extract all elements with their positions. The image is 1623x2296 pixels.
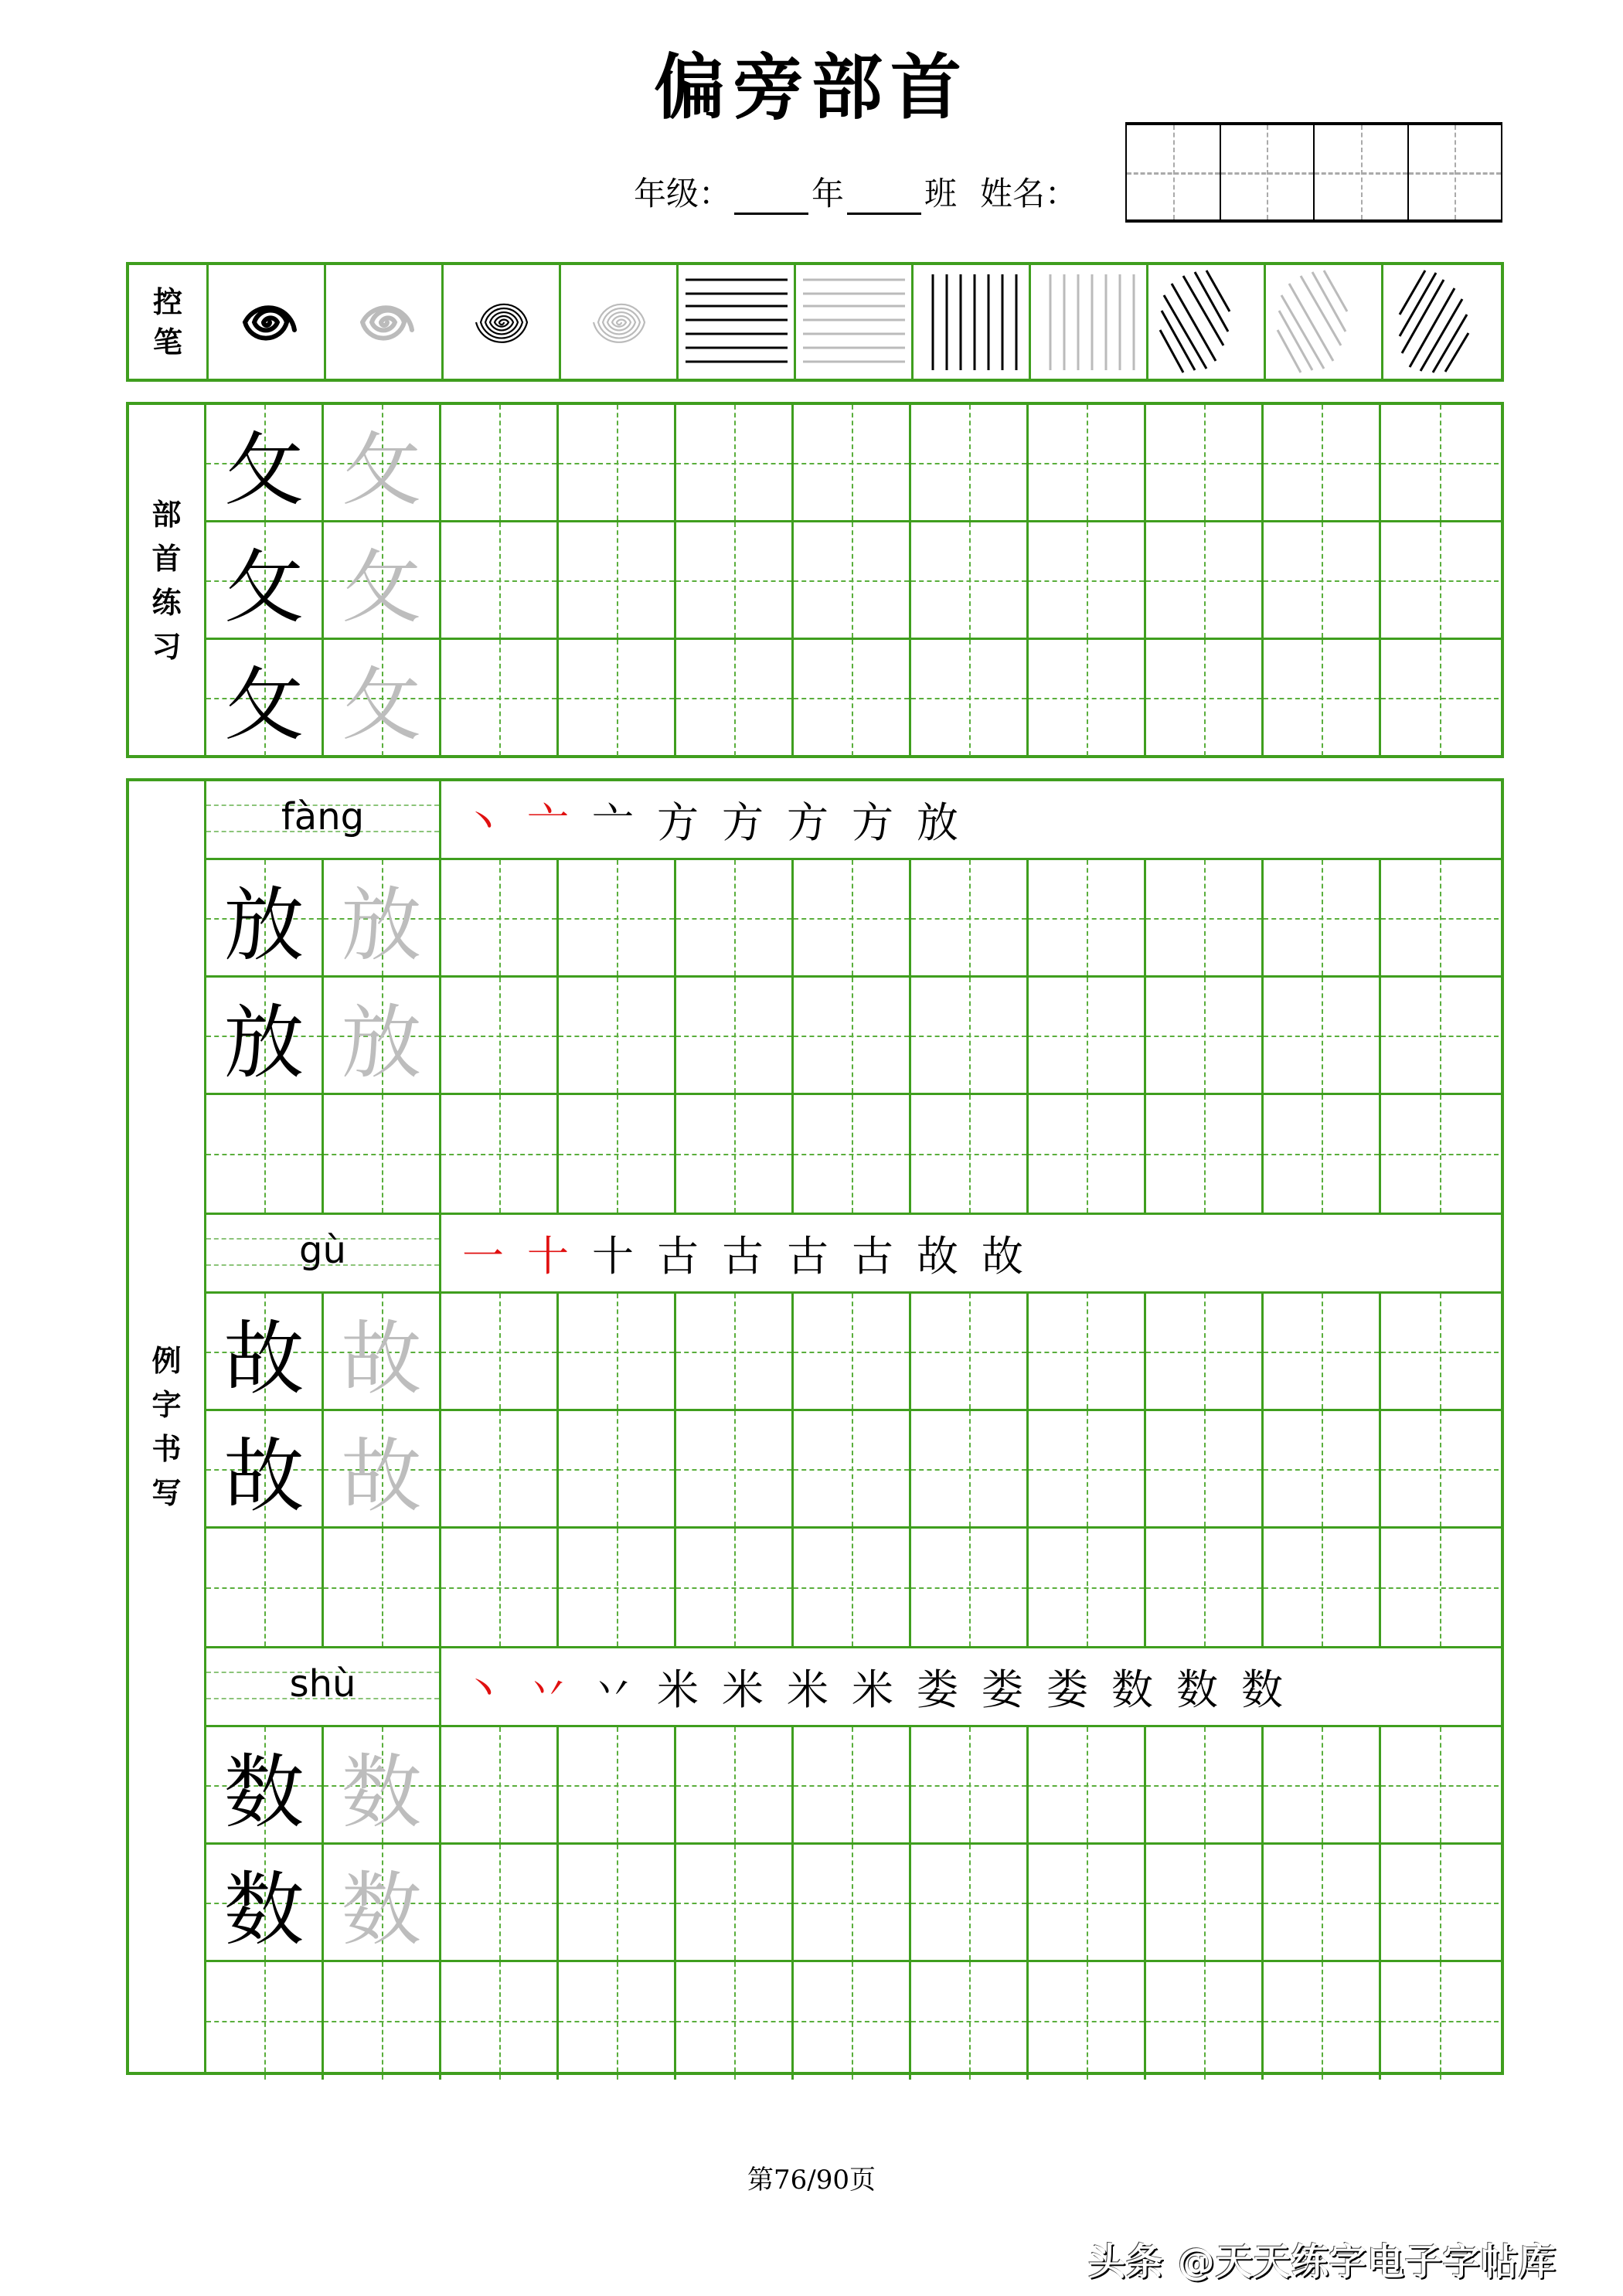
model-cell <box>206 1294 324 1409</box>
vertical-lines-black <box>914 265 1031 379</box>
practice-cell[interactable] <box>911 1411 1029 1526</box>
practice-cell[interactable] <box>1264 522 1381 638</box>
practice-cell[interactable] <box>324 1529 441 1646</box>
stroke-step: 古 <box>657 1232 699 1281</box>
practice-cell[interactable] <box>1146 1411 1264 1526</box>
stroke-order-strip <box>441 781 1501 858</box>
practice-cell[interactable] <box>559 1845 676 1960</box>
model-char: 攵 <box>223 539 305 634</box>
practice-cell[interactable] <box>911 640 1029 756</box>
practice-cell[interactable] <box>1264 1095 1381 1213</box>
practice-cell[interactable] <box>559 522 676 638</box>
stroke-step: 亠 <box>527 798 569 847</box>
stroke-step: 十 <box>592 1232 634 1281</box>
practice-cell[interactable] <box>1029 405 1146 520</box>
trace-cell[interactable] <box>324 1727 441 1842</box>
grade-class-line <box>634 168 1077 215</box>
page-number: 第76/90页 <box>747 2165 876 2196</box>
stroke-step: 米 <box>657 1665 699 1714</box>
grade-label: 年级： <box>634 175 732 213</box>
horizontal-lines-icon <box>682 272 791 372</box>
trace-char: 放 <box>341 877 422 972</box>
stroke-step: 娄 <box>982 1665 1023 1714</box>
practice-cell[interactable] <box>794 860 911 975</box>
practice-cell[interactable] <box>1146 1962 1264 2080</box>
practice-cell[interactable] <box>206 1095 324 1213</box>
control-pen-label <box>129 265 209 379</box>
model-cell <box>206 1727 324 1842</box>
practice-cell[interactable] <box>1029 1727 1146 1842</box>
stroke-step: 方 <box>722 798 764 847</box>
practice-row <box>206 860 1501 978</box>
practice-cell[interactable] <box>1029 1962 1146 2080</box>
practice-cell[interactable] <box>676 978 794 1093</box>
trace-char: 数 <box>341 1744 422 1839</box>
label-char: 书 <box>151 1431 182 1466</box>
practice-cell[interactable] <box>1381 405 1499 520</box>
practice-cell[interactable] <box>911 1095 1029 1213</box>
diagonal-lines-icon <box>1152 268 1261 376</box>
diagonal-down-lines-gray <box>1266 265 1383 379</box>
example-group <box>206 1215 1501 1648</box>
practice-cell[interactable] <box>559 1962 676 2080</box>
practice-cell[interactable] <box>559 1294 676 1409</box>
horizontal-lines-gray <box>796 265 914 379</box>
practice-cell[interactable] <box>1146 1845 1264 1960</box>
stroke-step: 故 <box>917 1232 958 1281</box>
practice-cell[interactable] <box>1381 1727 1499 1842</box>
stroke-step: 亠 <box>592 798 634 847</box>
model-char: 攵 <box>223 422 305 517</box>
practice-cell[interactable] <box>1146 405 1264 520</box>
name-label: 姓名： <box>980 175 1078 213</box>
practice-cell[interactable] <box>1264 1294 1381 1409</box>
practice-cell[interactable] <box>559 1727 676 1842</box>
practice-cell[interactable] <box>441 1962 559 2080</box>
label-char: 首 <box>151 540 182 576</box>
stroke-step: 方 <box>852 798 893 847</box>
practice-cell[interactable] <box>676 1962 794 2080</box>
example-writing-label <box>129 781 206 2072</box>
model-cell <box>206 1845 324 1960</box>
practice-cell[interactable] <box>1381 1529 1499 1646</box>
practice-cell[interactable] <box>1264 1529 1381 1646</box>
pinyin-text: fàng <box>281 794 365 838</box>
trace-cell[interactable] <box>324 522 441 638</box>
stroke-step: 古 <box>787 1232 829 1281</box>
trace-char: 故 <box>341 1428 422 1523</box>
name-box[interactable] <box>1125 122 1502 223</box>
practice-cell[interactable] <box>441 1095 559 1213</box>
model-cell <box>206 522 324 638</box>
practice-row <box>206 1294 1501 1411</box>
practice-row <box>206 1411 1501 1529</box>
practice-cell[interactable] <box>1029 978 1146 1093</box>
practice-cell[interactable] <box>1029 1529 1146 1646</box>
stroke-step: 丷 <box>592 1665 634 1714</box>
spiral-icon <box>565 268 673 376</box>
practice-cell[interactable] <box>1029 522 1146 638</box>
class-label: 班 <box>924 175 958 213</box>
practice-cell[interactable] <box>1264 1411 1381 1526</box>
practice-cell[interactable] <box>676 640 794 756</box>
stroke-step: 娄 <box>917 1665 958 1714</box>
radical-row <box>206 640 1501 756</box>
practice-cell[interactable] <box>1381 978 1499 1093</box>
pinyin-cell <box>206 1648 441 1725</box>
practice-cell[interactable] <box>1381 1845 1499 1960</box>
model-char: 数 <box>223 1744 305 1839</box>
practice-cell[interactable] <box>1146 860 1264 975</box>
stroke-order-strip <box>441 1648 1501 1725</box>
practice-cell[interactable] <box>1029 1411 1146 1526</box>
radical-row <box>206 522 1501 640</box>
label-char: 习 <box>151 628 182 664</box>
practice-cell[interactable] <box>676 1727 794 1842</box>
practice-cell[interactable] <box>1146 978 1264 1093</box>
stroke-step: 数 <box>1241 1665 1283 1714</box>
horizontal-lines-black <box>679 265 796 379</box>
year-label: 年 <box>812 175 845 213</box>
practice-cell[interactable] <box>441 1727 559 1842</box>
practice-cell[interactable] <box>911 1962 1029 2080</box>
practice-cell[interactable] <box>1381 1962 1499 2080</box>
practice-cell[interactable] <box>911 978 1029 1093</box>
practice-cell[interactable] <box>1264 640 1381 756</box>
trace-char: 攵 <box>341 539 422 634</box>
stroke-step: 故 <box>982 1232 1023 1281</box>
practice-cell[interactable] <box>676 405 794 520</box>
stroke-order-strip <box>441 1215 1501 1291</box>
practice-cell[interactable] <box>1146 640 1264 756</box>
model-cell <box>206 978 324 1093</box>
stroke-step: 十 <box>527 1232 569 1281</box>
practice-cell[interactable] <box>794 640 911 756</box>
practice-cell[interactable] <box>1029 1095 1146 1213</box>
practice-cell[interactable] <box>1146 1727 1264 1842</box>
name-cell[interactable] <box>1125 125 1220 219</box>
stroke-step: 丶 <box>462 798 504 847</box>
practice-cell[interactable] <box>1381 522 1499 638</box>
label-char: 练 <box>151 584 182 620</box>
example-writing-section <box>126 778 1504 2075</box>
practice-cell[interactable] <box>794 1727 911 1842</box>
practice-cell[interactable] <box>1381 1294 1499 1409</box>
trace-cell[interactable] <box>324 405 441 520</box>
name-cell[interactable] <box>1407 125 1503 219</box>
practice-cell[interactable] <box>911 1845 1029 1960</box>
practice-cell[interactable] <box>559 1529 676 1646</box>
practice-cell[interactable] <box>794 405 911 520</box>
stroke-step: 米 <box>787 1665 829 1714</box>
practice-cell[interactable] <box>911 522 1029 638</box>
practice-cell[interactable] <box>1146 1095 1264 1213</box>
practice-cell[interactable] <box>441 860 559 975</box>
practice-cell[interactable] <box>911 1529 1029 1646</box>
practice-cell[interactable] <box>1264 1962 1381 2080</box>
practice-cell[interactable] <box>441 1294 559 1409</box>
trace-cell[interactable] <box>324 1845 441 1960</box>
practice-row <box>206 1845 1501 1962</box>
practice-cell[interactable] <box>206 1529 324 1646</box>
control-pen-row <box>126 262 1504 382</box>
stroke-step: 方 <box>787 798 829 847</box>
practice-cell[interactable] <box>1381 640 1499 756</box>
practice-cell[interactable] <box>676 1529 794 1646</box>
model-char: 数 <box>223 1862 305 1957</box>
practice-cell[interactable] <box>911 1727 1029 1842</box>
page-title: 偏旁部首 <box>653 46 969 129</box>
trace-char: 攵 <box>341 658 422 752</box>
practice-cell[interactable] <box>794 1294 911 1409</box>
pinyin-cell <box>206 781 441 858</box>
vertical-lines-icon <box>1035 268 1143 376</box>
practice-cell[interactable] <box>559 640 676 756</box>
stroke-step: 放 <box>917 798 958 847</box>
practice-cell[interactable] <box>441 1845 559 1960</box>
practice-row <box>206 978 1501 1095</box>
practice-cell[interactable] <box>911 860 1029 975</box>
trace-cell[interactable] <box>324 640 441 756</box>
spiral-fine-gray <box>561 265 679 379</box>
stroke-step: 一 <box>462 1232 504 1281</box>
practice-cell[interactable] <box>676 1294 794 1409</box>
practice-cell[interactable] <box>441 640 559 756</box>
stroke-step: 娄 <box>1046 1665 1088 1714</box>
spiral-icon <box>330 268 438 376</box>
practice-cell[interactable] <box>794 1411 911 1526</box>
label-char: 字 <box>151 1387 182 1422</box>
pinyin-row <box>206 1215 1501 1294</box>
spiral-icon <box>213 268 321 376</box>
practice-cell[interactable] <box>911 405 1029 520</box>
trace-char: 放 <box>341 995 422 1090</box>
practice-cell[interactable] <box>206 1962 324 2080</box>
watermark: 头条 @天天练字电子字帖库 <box>1088 2240 1557 2284</box>
practice-cell[interactable] <box>676 522 794 638</box>
practice-cell[interactable] <box>1029 640 1146 756</box>
name-cell[interactable] <box>1220 125 1314 219</box>
practice-cell[interactable] <box>324 1962 441 2080</box>
practice-cell[interactable] <box>1264 1845 1381 1960</box>
practice-cell[interactable] <box>676 1845 794 1960</box>
vertical-lines-gray <box>1031 265 1148 379</box>
class-blank[interactable] <box>847 182 921 215</box>
spiral-thick-black <box>209 265 326 379</box>
radical-grid <box>206 405 1501 755</box>
stroke-step: 米 <box>722 1665 764 1714</box>
practice-cell[interactable] <box>441 1529 559 1646</box>
practice-cell[interactable] <box>794 1845 911 1960</box>
diagonal-lines-icon <box>1388 268 1496 376</box>
model-char: 放 <box>223 877 305 972</box>
practice-cell[interactable] <box>1381 860 1499 975</box>
practice-cell[interactable] <box>1146 1529 1264 1646</box>
stroke-step: 数 <box>1111 1665 1153 1714</box>
grade-blank[interactable] <box>734 182 808 215</box>
practice-cell[interactable] <box>559 1095 676 1213</box>
label-char: 部 <box>151 496 182 532</box>
practice-row <box>206 1095 1501 1213</box>
model-cell <box>206 405 324 520</box>
pinyin-cell <box>206 1215 441 1291</box>
trace-char: 攵 <box>341 422 422 517</box>
trace-cell[interactable] <box>324 978 441 1093</box>
model-cell <box>206 1411 324 1526</box>
vertical-lines-icon <box>917 268 1026 376</box>
practice-row <box>206 1529 1501 1646</box>
practice-cell[interactable] <box>1029 1294 1146 1409</box>
practice-row <box>206 1962 1501 2080</box>
label-char: 控 <box>152 284 182 320</box>
practice-cell[interactable] <box>1029 1845 1146 1960</box>
example-grid <box>206 781 1501 2072</box>
radical-practice-label <box>129 405 206 755</box>
model-cell <box>206 640 324 756</box>
pinyin-row <box>206 781 1501 860</box>
name-cell[interactable] <box>1313 125 1407 219</box>
stroke-step: 方 <box>657 798 699 847</box>
practice-cell[interactable] <box>1146 522 1264 638</box>
label-char: 写 <box>151 1475 182 1510</box>
practice-cell[interactable] <box>559 860 676 975</box>
horizontal-lines-icon <box>800 272 908 372</box>
practice-cell[interactable] <box>794 1962 911 2080</box>
practice-cell[interactable] <box>911 1294 1029 1409</box>
trace-char: 故 <box>341 1311 422 1406</box>
model-char: 故 <box>223 1311 305 1406</box>
practice-cell[interactable] <box>1264 978 1381 1093</box>
trace-cell[interactable] <box>324 1294 441 1409</box>
practice-cell[interactable] <box>324 1095 441 1213</box>
practice-cell[interactable] <box>441 978 559 1093</box>
practice-cell[interactable] <box>794 978 911 1093</box>
label-char: 笔 <box>152 324 182 359</box>
stroke-step: 丶 <box>462 1665 504 1714</box>
spiral-fine-black <box>444 265 561 379</box>
practice-cell[interactable] <box>1264 860 1381 975</box>
practice-cell[interactable] <box>559 978 676 1093</box>
practice-cell[interactable] <box>1264 405 1381 520</box>
model-char: 攵 <box>223 658 305 752</box>
trace-char: 数 <box>341 1862 422 1957</box>
practice-cell[interactable] <box>1146 1294 1264 1409</box>
practice-cell[interactable] <box>1029 860 1146 975</box>
radical-practice-section <box>126 402 1504 758</box>
spiral-icon <box>447 268 556 376</box>
diagonal-down-lines-black <box>1148 265 1266 379</box>
practice-cell[interactable] <box>794 1095 911 1213</box>
practice-row <box>206 1727 1501 1845</box>
trace-cell[interactable] <box>324 860 441 975</box>
pinyin-row <box>206 1648 1501 1727</box>
pinyin-text: shù <box>289 1662 356 1706</box>
stroke-step: 丷 <box>527 1665 569 1714</box>
diagonal-lines-icon <box>1270 268 1378 376</box>
practice-cell[interactable] <box>676 860 794 975</box>
stroke-step: 数 <box>1176 1665 1218 1714</box>
label-char: 例 <box>151 1343 182 1378</box>
example-group <box>206 781 1501 1215</box>
spiral-thick-gray <box>326 265 444 379</box>
practice-cell[interactable] <box>441 405 559 520</box>
practice-cell[interactable] <box>441 1411 559 1526</box>
practice-cell[interactable] <box>794 522 911 638</box>
model-cell <box>206 860 324 975</box>
model-char: 放 <box>223 995 305 1090</box>
example-group <box>206 1648 1501 2080</box>
radical-row <box>206 405 1501 522</box>
practice-cell[interactable] <box>1381 1095 1499 1213</box>
practice-cell[interactable] <box>676 1095 794 1213</box>
stroke-step: 古 <box>852 1232 893 1281</box>
practice-cell[interactable] <box>1264 1727 1381 1842</box>
practice-cell[interactable] <box>441 522 559 638</box>
practice-cell[interactable] <box>559 405 676 520</box>
practice-cell[interactable] <box>1381 1411 1499 1526</box>
practice-cell[interactable] <box>559 1411 676 1526</box>
trace-cell[interactable] <box>324 1411 441 1526</box>
stroke-step: 古 <box>722 1232 764 1281</box>
practice-cell[interactable] <box>794 1529 911 1646</box>
model-char: 故 <box>223 1428 305 1523</box>
practice-cell[interactable] <box>676 1411 794 1526</box>
pinyin-text: gù <box>299 1228 346 1272</box>
stroke-step: 米 <box>852 1665 893 1714</box>
diagonal-up-lines-black <box>1383 265 1501 379</box>
